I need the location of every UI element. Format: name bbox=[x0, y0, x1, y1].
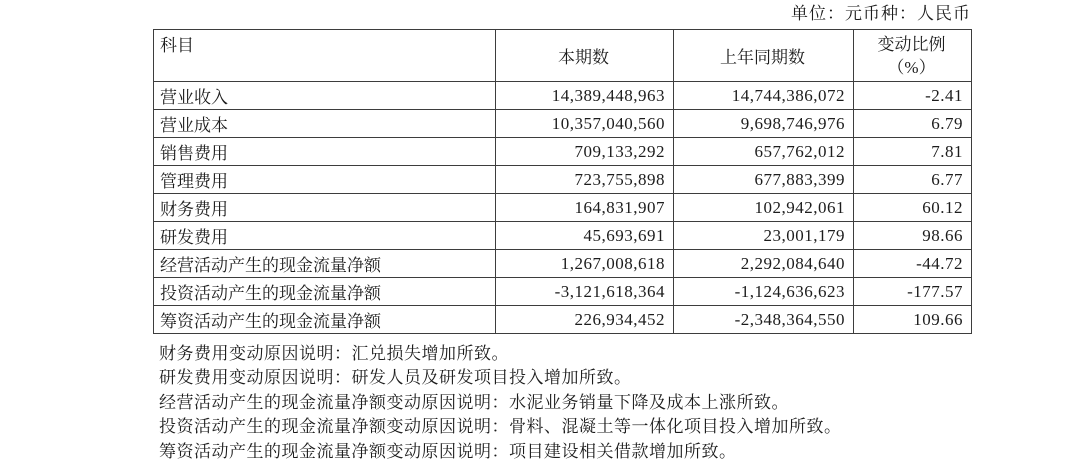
cell-prior: 9,698,746,976 bbox=[674, 110, 854, 138]
unit-label: 单位：元币种：人民币 bbox=[791, 4, 971, 23]
cell-change: -44.72 bbox=[854, 250, 972, 278]
header-prior-period: 上年同期数 bbox=[674, 30, 854, 82]
header-change-ratio-line1: 变动比例 bbox=[877, 34, 946, 54]
table-row-operating-cashflow bbox=[154, 250, 972, 278]
cell-change: 7.81 bbox=[854, 138, 972, 166]
cell-change: -2.41 bbox=[854, 82, 972, 110]
cell-subject: 经营活动产生的现金流量净额 bbox=[154, 250, 496, 278]
change-reason-notes bbox=[159, 342, 1080, 464]
note-operating-cashflow: 经营活动产生的现金流量净额变动原因说明：水泥业务销量下降及成本上涨所致。 bbox=[159, 392, 789, 412]
table-row-admin-expense bbox=[154, 166, 972, 194]
header-subject: 科目 bbox=[154, 30, 496, 82]
table-row-rd-expense bbox=[154, 222, 972, 250]
cell-prior: 23,001,179 bbox=[674, 222, 854, 250]
cell-prior: -2,348,364,550 bbox=[674, 306, 854, 334]
cell-subject: 财务费用 bbox=[154, 194, 496, 222]
cell-current: 164,831,907 bbox=[496, 194, 674, 222]
financial-summary-table bbox=[153, 29, 972, 334]
cell-change: 60.12 bbox=[854, 194, 972, 222]
cell-prior: 677,883,399 bbox=[674, 166, 854, 194]
cell-current: 226,934,452 bbox=[496, 306, 674, 334]
cell-change: 6.77 bbox=[854, 166, 972, 194]
table-row-selling-expense bbox=[154, 138, 972, 166]
header-current-period: 本期数 bbox=[496, 30, 674, 82]
table-row-finance-expense bbox=[154, 194, 972, 222]
note-financing-cashflow: 筹资活动产生的现金流量净额变动原因说明：项目建设相关借款增加所致。 bbox=[159, 441, 737, 461]
table-row-operating-cost bbox=[154, 110, 972, 138]
cell-prior: 14,744,386,072 bbox=[674, 82, 854, 110]
cell-change: -177.57 bbox=[854, 278, 972, 306]
cell-current: 1,267,008,618 bbox=[496, 250, 674, 278]
cell-subject: 管理费用 bbox=[154, 166, 496, 194]
cell-current: -3,121,618,364 bbox=[496, 278, 674, 306]
cell-current: 14,389,448,963 bbox=[496, 82, 674, 110]
table-row-financing-cashflow bbox=[154, 306, 972, 334]
cell-change: 6.79 bbox=[854, 110, 972, 138]
cell-subject: 筹资活动产生的现金流量净额 bbox=[154, 306, 496, 334]
cell-subject: 营业收入 bbox=[154, 82, 496, 110]
cell-subject: 营业成本 bbox=[154, 110, 496, 138]
cell-current: 45,693,691 bbox=[496, 222, 674, 250]
header-change-ratio bbox=[854, 30, 972, 82]
note-finance-expense: 财务费用变动原因说明：汇兑损失增加所致。 bbox=[159, 344, 509, 363]
cell-change: 98.66 bbox=[854, 222, 972, 250]
table-header-row bbox=[154, 30, 972, 82]
cell-change: 109.66 bbox=[854, 306, 972, 334]
cell-subject: 销售费用 bbox=[154, 138, 496, 166]
cell-prior: 2,292,084,640 bbox=[674, 250, 854, 278]
note-rd-expense: 研发费用变动原因说明：研发人员及研发项目投入增加所致。 bbox=[159, 368, 632, 388]
cell-current: 10,357,040,560 bbox=[496, 110, 674, 138]
cell-subject: 研发费用 bbox=[154, 222, 496, 250]
cell-prior: 102,942,061 bbox=[674, 194, 854, 222]
table-row-investing-cashflow bbox=[154, 278, 972, 306]
cell-current: 709,133,292 bbox=[496, 138, 674, 166]
cell-prior: 657,762,012 bbox=[674, 138, 854, 166]
table-row-operating-revenue bbox=[154, 82, 972, 110]
cell-current: 723,755,898 bbox=[496, 166, 674, 194]
cell-prior: -1,124,636,623 bbox=[674, 278, 854, 306]
header-change-ratio-line2: （%） bbox=[887, 57, 936, 77]
note-investing-cashflow: 投资活动产生的现金流量净额变动原因说明：骨料、混凝土等一体化项目投入增加所致。 bbox=[159, 417, 842, 437]
report-page bbox=[0, 3, 1080, 461]
cell-subject: 投资活动产生的现金流量净额 bbox=[154, 278, 496, 306]
